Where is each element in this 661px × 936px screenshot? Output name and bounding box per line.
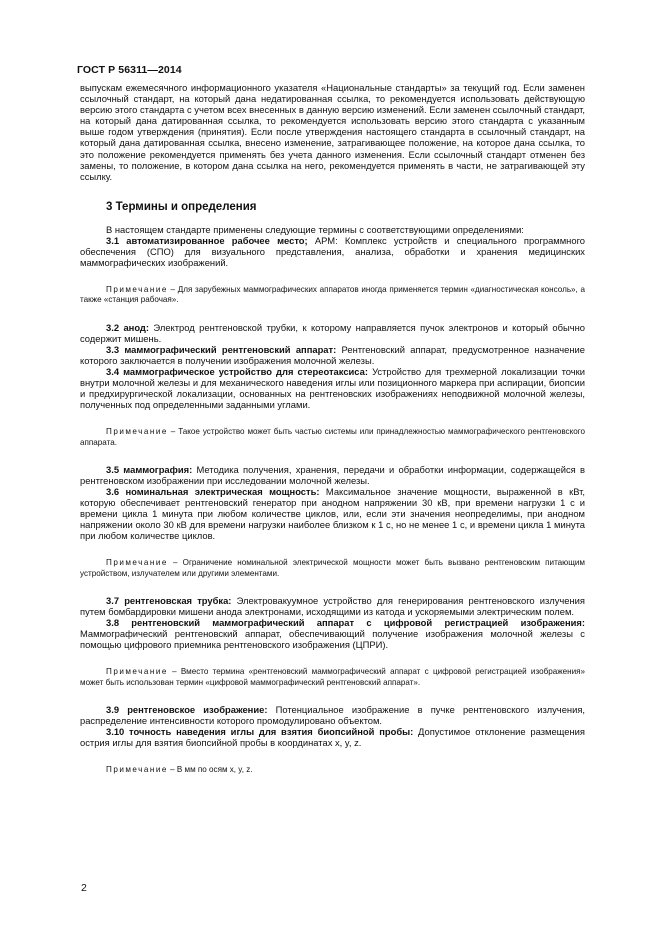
term-3-1 bbox=[80, 235, 585, 268]
term-3-2-definition: Электрод рентгеновской трубки, к которому направляется пучок электронов и который обычно содержит мишень. bbox=[80, 321, 585, 344]
note-4-label: Примечание bbox=[106, 667, 168, 677]
note-2-label: Примечание bbox=[106, 427, 168, 437]
term-3-5-name: 3.5 маммография: bbox=[106, 463, 193, 475]
term-3-7-definition: Электровакуумное устройство для генерирования рентгеновского излучения путем бомбардировки мишени анода электронами, исходящими из катода и ускоряемыми электрическим полем. bbox=[80, 594, 585, 617]
note-3-text: – Ограничение номинальной электрической мощности может быть вызвано рентгеновским питающим устройством, излучателем или другими элементами. bbox=[80, 558, 585, 578]
note-3-label: Примечание bbox=[106, 558, 168, 568]
term-3-1-definition: АРМ: Комплекс устройств и специального программного обеспечения (СПО) для визуального представления, анализа, обработки и хранения медицинских маммографических изображений. bbox=[80, 234, 585, 269]
term-3-7 bbox=[80, 595, 585, 617]
standard-header: ГОСТ Р 56311—2014 bbox=[77, 64, 182, 76]
term-3-5 bbox=[80, 464, 585, 486]
note-5-label: Примечание bbox=[106, 765, 168, 775]
note-1 bbox=[80, 285, 585, 305]
term-3-10-name: 3.10 точность наведения иглы для взятия биопсийной пробы: bbox=[106, 725, 414, 737]
term-3-9-name: 3.9 рентгеновское изображение: bbox=[106, 703, 268, 715]
term-3-4-definition: Устройство для трехмерной локализации точки внутри молочной железы и для механического наведения иглы или позиционного маркера при аспирации, биопсии и предхирургической локализации, основанных на рентгеновских изображениях неподвижной молочной железы, полученных под определенными заданными углами. bbox=[80, 366, 585, 411]
term-3-8-name: 3.8 рентгеновский маммографический аппарат с цифровой регистрацией изображения: bbox=[106, 617, 585, 629]
term-3-2 bbox=[80, 322, 585, 344]
term-3-1-name: 3.1 автоматизированное рабочее место; bbox=[106, 234, 308, 246]
section-title: 3 Термины и определения bbox=[106, 200, 257, 213]
note-2 bbox=[80, 427, 585, 447]
term-3-6-name: 3.6 номинальная электрическая мощность: bbox=[106, 485, 320, 497]
note-5-text: – В мм по осям x, y, z. bbox=[167, 765, 253, 775]
note-4-text: – Вместо термина «рентгеновский маммографический аппарат с цифровой регистрацией изображения» может быть использован термин «цифровой маммографический рентгеновский аппарат». bbox=[80, 667, 585, 687]
term-3-9-definition: Потенциальное изображение в пучке рентгеновского излучения, распределение интенсивности которого промодулировано объектом. bbox=[80, 703, 586, 726]
term-3-10-definition: Допустимое отклонение размещения острия иглы для взятия биопсийной пробы в координатах x, y, z. bbox=[80, 725, 585, 748]
term-3-2-name: 3.2 анод: bbox=[106, 321, 150, 333]
term-3-3-definition: Рентгеновский аппарат, предусмотренное назначение которого заключается в получении изображения молочной железы. bbox=[80, 343, 585, 366]
term-3-4-name: 3.4 маммографическое устройство для стереотаксиса: bbox=[106, 366, 368, 377]
intro-paragraph: выпускам ежемесячного информационного указателя «Национальные стандарты» за текущий год. Если заменен ссылочный стандарт, на который дана недатированная ссылка, то рекомендуется использовать действующую версию этого стандарта с учетом всех внесенных в данную версию изменений. Если заменен ссылочный стандарт, на который дана датированная ссылка, то рекомендуется использовать версию этого стандарта с указанным выше годом утверждения (принятия). Если после утверждения настоящего стандарта в ссылочный стандарт, на который дана датированная ссылка, внесено изменение, затрагивающее положение, на которое дана ссылка, то это положение рекомендуется применять без учета данного изменения. Если ссылочный стандарт отменен без замены, то положение, в котором дана ссылка на него, рекомендуется применять в части, не затрагивающей эту ссылку. bbox=[80, 82, 585, 182]
note-3 bbox=[80, 558, 585, 578]
term-3-5-definition: Методика получения, хранения, передачи и обработки информации, содержащейся в рентгеновском изображении при исследовании молочной железы. bbox=[80, 463, 585, 486]
note-1-text: – Для зарубежных маммографических аппаратов иногда применяется термин «диагностическая консоль», а также «станция рабочая». bbox=[80, 285, 585, 305]
section-lead: В настоящем стандарте применены следующие термины с соответствующими определениями: bbox=[106, 223, 524, 235]
note-2-text: – Такое устройство может быть частью системы или принадлежностью маммографического рентгеновского аппарата. bbox=[80, 427, 585, 447]
term-3-3 bbox=[80, 344, 585, 366]
term-3-4 bbox=[80, 366, 585, 410]
term-3-6 bbox=[80, 486, 585, 541]
term-3-8-definition: Маммографический рентгеновский аппарат, обеспечивающий получение изображения молочной железы с помощью цифрового приемника рентгеновского изображения (ЦПРИ). bbox=[80, 628, 585, 651]
term-3-8 bbox=[80, 617, 585, 650]
term-3-7-name: 3.7 рентгеновская трубка: bbox=[106, 594, 232, 606]
term-3-10 bbox=[80, 726, 585, 748]
note-5 bbox=[80, 765, 585, 775]
note-4 bbox=[80, 667, 585, 687]
term-3-3-name: 3.3 маммографический рентгеновский аппарат: bbox=[106, 343, 337, 355]
page-number: 2 bbox=[81, 882, 87, 894]
note-1-label: Примечание bbox=[106, 285, 168, 295]
term-3-6-definition: Максимальное значение мощности, выраженной в кВт, которую обеспечивает рентгеновский генератор при анодном напряжении 30 кВ, при времени нагрузки 1 с и времени цикла 1 минута при любом количестве циклов, или, если эти значения неопределимы, при анодном напряжении около 30 кВ для времени нагрузки наиболее близком к 1 с, но не менее 1 с, и времени цикла 1 минута при любом количестве циклов. bbox=[80, 485, 586, 542]
term-3-9 bbox=[80, 704, 585, 726]
page-content bbox=[80, 82, 585, 775]
